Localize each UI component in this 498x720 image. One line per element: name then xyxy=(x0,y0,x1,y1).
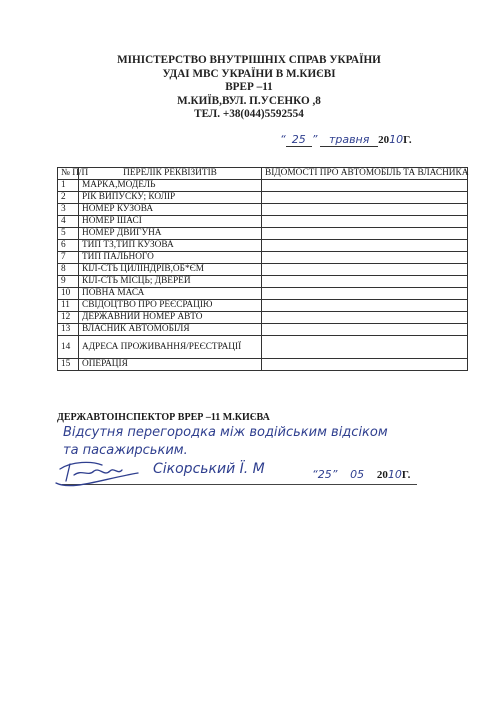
table-row xyxy=(58,324,468,336)
office-phone: ТЕЛ. +38(044)5592554 xyxy=(194,108,304,120)
table-row xyxy=(58,252,468,264)
sig-date-open-quote: “ xyxy=(312,468,318,481)
date-day: 25 xyxy=(286,133,312,147)
signer-name: Сікорський Ї. М xyxy=(153,461,265,477)
row-value-redacted xyxy=(262,240,468,252)
table-row xyxy=(58,264,468,276)
row-label: РІК ВИПУСКУ; КОЛІР xyxy=(79,192,262,204)
row-label: ВЛАСНИК АВТОМОБІЛЯ xyxy=(79,324,262,336)
row-number: 14 xyxy=(58,336,79,359)
table-header-row xyxy=(58,168,468,180)
table-row xyxy=(58,192,468,204)
row-label: ДЕРЖАВНИЙ НОМЕР АВТО xyxy=(79,312,262,324)
sig-date-month: 05 xyxy=(350,468,365,481)
row-number: 1 xyxy=(58,180,79,192)
row-label: ТИП ПАЛЬНОГО xyxy=(79,252,262,264)
header-number: № П/П xyxy=(58,168,79,180)
handwritten-note-line2: та пасажирським. xyxy=(63,443,188,458)
row-label: КІЛ-СТЬ МІСЦЬ; ДВЕРЕЙ xyxy=(79,276,262,288)
table-row xyxy=(58,359,468,371)
department-title: УДАІ МВС УКРАЇНИ В М.КИЄВІ xyxy=(162,67,336,80)
row-label: НОМЕР ШАСІ xyxy=(79,216,262,228)
inspector-label: ДЕРЖАВТОІНСПЕКТОР ВРЕР –11 М.КИЄВА xyxy=(57,412,270,423)
row-number: 8 xyxy=(58,264,79,276)
table-row xyxy=(58,228,468,240)
row-value-redacted xyxy=(262,300,468,312)
row-value-redacted xyxy=(262,312,468,324)
sig-date-year-suffix: 10 xyxy=(387,468,402,481)
row-value-redacted xyxy=(262,288,468,300)
handwritten-note-line1: Відсутня перегородка між водійським відсіком xyxy=(63,425,388,440)
row-value-redacted xyxy=(262,204,468,216)
table-row xyxy=(58,240,468,252)
row-label: КІЛ-СТЬ ЦИЛІНДРІВ,ОБ*ЄМ xyxy=(79,264,262,276)
date-close-quote: ” xyxy=(311,133,318,146)
row-label: АДРЕСА ПРОЖИВАННЯ/РЕЄСТРАЦІЇ xyxy=(79,336,262,359)
row-value-redacted xyxy=(262,324,468,336)
row-number: 3 xyxy=(58,204,79,216)
date-month: травня xyxy=(320,133,378,147)
row-value-redacted xyxy=(262,276,468,288)
table-row xyxy=(58,336,468,359)
row-label: НОМЕР КУЗОВА xyxy=(79,204,262,216)
row-number: 7 xyxy=(58,252,79,264)
row-label: ТИП ТЗ,ТИП КУЗОВА xyxy=(79,240,262,252)
office-title: ВРЕР –11 xyxy=(225,81,273,93)
table-row xyxy=(58,204,468,216)
header-requisites: ПЕРЕЛІК РЕКВІЗИТІВ xyxy=(79,168,262,180)
requisites-table xyxy=(57,167,468,371)
row-value-redacted xyxy=(262,228,468,240)
office-address: М.КИЇВ,ВУЛ. П.УСЕНКО ,8 xyxy=(177,94,321,107)
table-row xyxy=(58,312,468,324)
header-vehicle-info: ВІДОМОСТІ ПРО АВТОМОБІЛЬ ТА ВЛАСНИКА xyxy=(262,168,468,180)
row-value-redacted xyxy=(262,252,468,264)
table-row xyxy=(58,180,468,192)
row-label: СВІДОЦТВО ПРО РЕЄСРАЦІЮ xyxy=(79,300,262,312)
document-header xyxy=(0,54,498,122)
row-number: 2 xyxy=(58,192,79,204)
row-value-redacted xyxy=(262,264,468,276)
table-row xyxy=(58,276,468,288)
date-year-prefix: 20 xyxy=(378,134,390,146)
row-label: МАРКА,МОДЕЛЬ xyxy=(79,180,262,192)
row-number: 6 xyxy=(58,240,79,252)
sig-date-year-prefix: 20 xyxy=(376,469,388,481)
row-number: 11 xyxy=(58,300,79,312)
sig-date-close-quote: ” xyxy=(331,468,338,481)
row-value-redacted xyxy=(262,359,468,371)
signature-date xyxy=(312,468,410,481)
row-label: ОПЕРАЦІЯ xyxy=(79,359,262,371)
row-value-redacted xyxy=(262,216,468,228)
row-value-redacted xyxy=(262,180,468,192)
row-number: 12 xyxy=(58,312,79,324)
table-row xyxy=(58,216,468,228)
row-number: 13 xyxy=(58,324,79,336)
row-value-redacted xyxy=(262,336,468,359)
row-number: 9 xyxy=(58,276,79,288)
ministry-title: МІНІСТЕРСТВО ВНУТРІШНІХ СПРАВ УКРАЇНИ xyxy=(117,54,381,66)
row-value-redacted xyxy=(262,192,468,204)
sig-date-suffix: Г. xyxy=(401,469,411,481)
row-label: ПОВНА МАСА xyxy=(79,288,262,300)
sig-date-day: 25 xyxy=(317,468,332,481)
table-row xyxy=(58,300,468,312)
document-date xyxy=(280,133,412,147)
row-number: 10 xyxy=(58,288,79,300)
row-label: НОМЕР ДВИГУНА xyxy=(79,228,262,240)
date-open-quote: “ xyxy=(280,133,286,146)
table-row xyxy=(58,288,468,300)
row-number: 5 xyxy=(58,228,79,240)
date-suffix: Г. xyxy=(403,134,412,146)
row-number: 4 xyxy=(58,216,79,228)
handwritten-signature xyxy=(52,455,142,497)
date-year-suffix: 10 xyxy=(389,133,404,146)
row-number: 15 xyxy=(58,359,79,371)
